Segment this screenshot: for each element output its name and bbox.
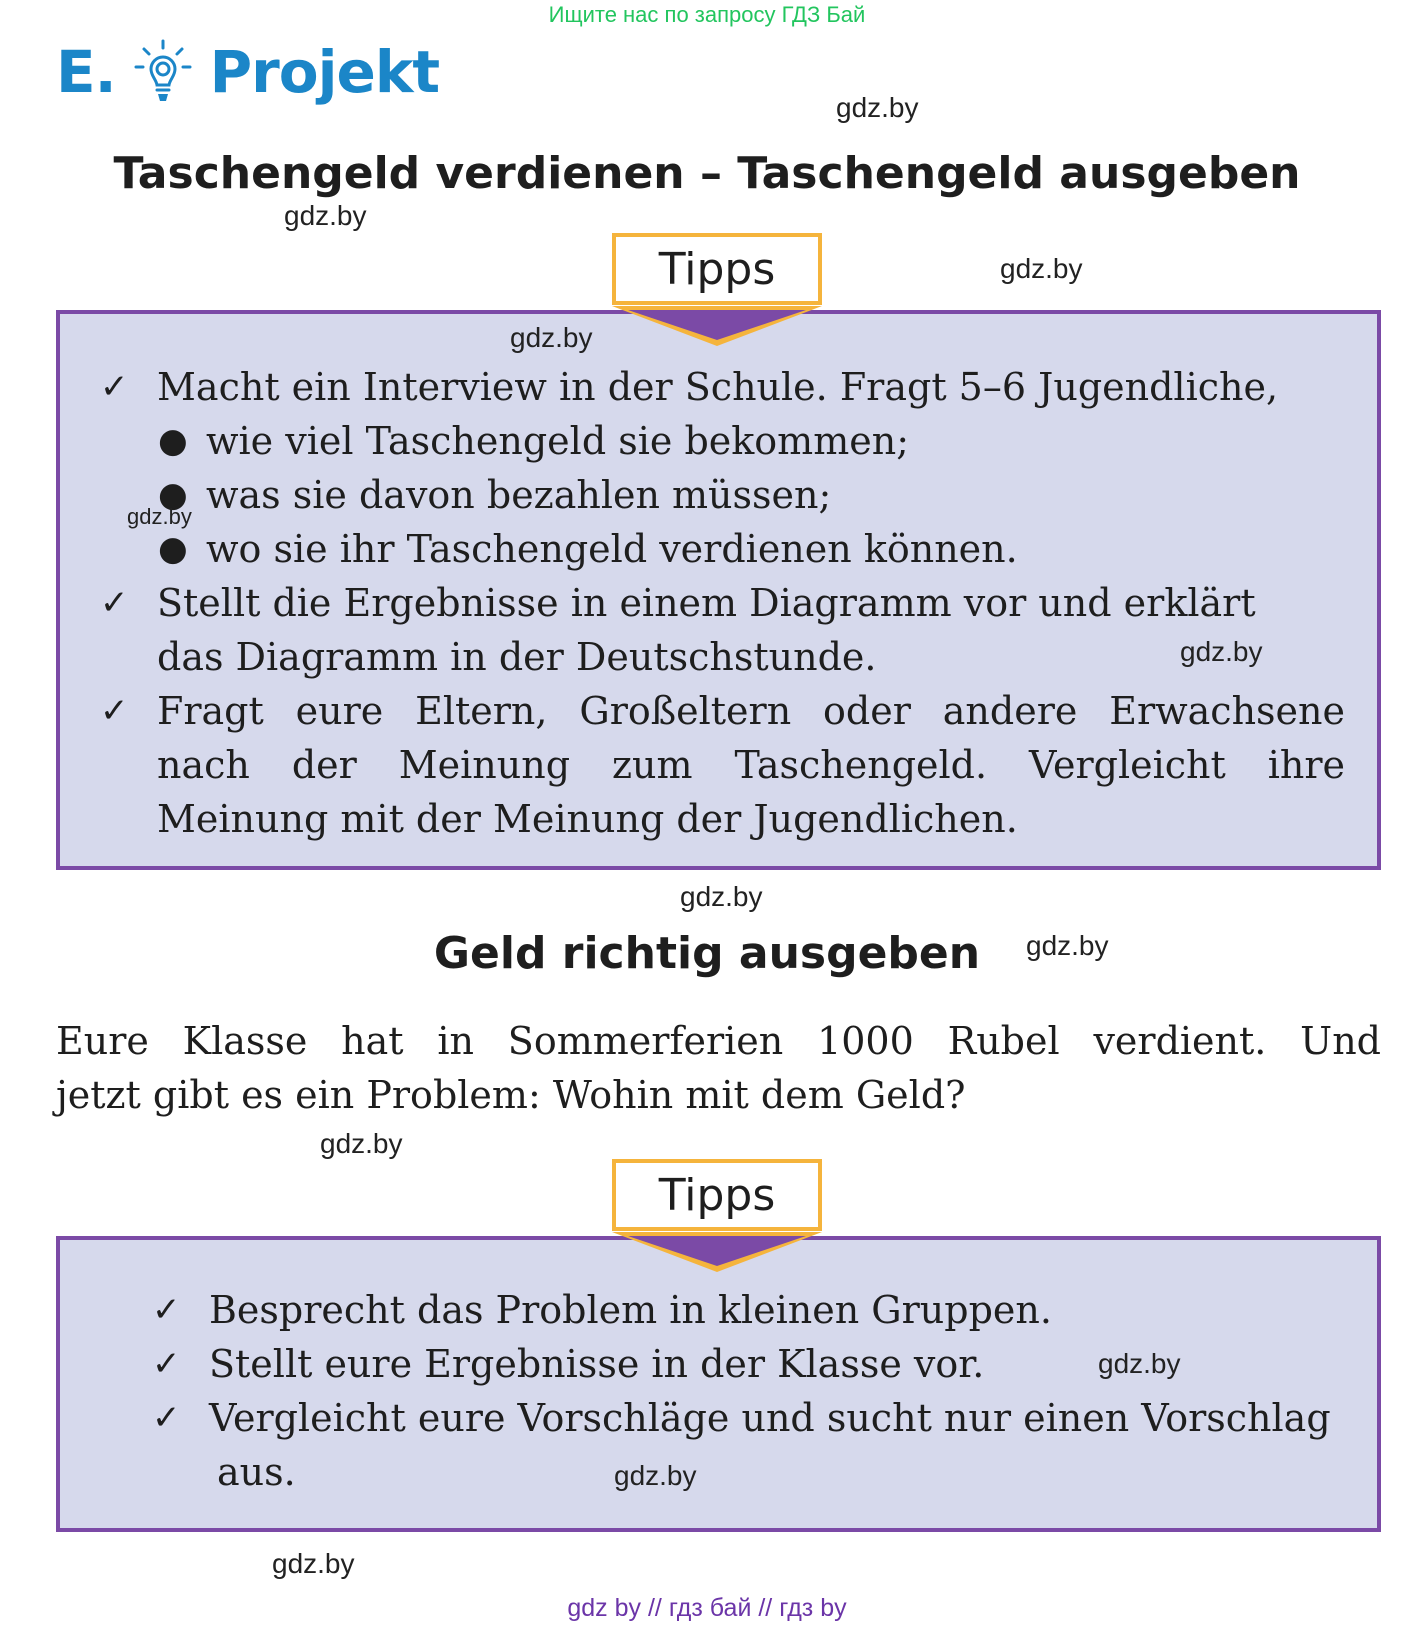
list-item-text: Macht ein Interview in der Schule. Fragt 5–6 Jugendliche, [157,365,1279,409]
checkmark-icon: ✓ [100,691,129,731]
watermark: gdz.by [284,200,367,231]
checkmark-icon: ✓ [100,583,129,623]
list-item-text: was sie davon bezahlen müssen; [206,473,832,517]
checkmark-icon: ✓ [152,1290,181,1330]
lightbulb-icon [134,39,192,105]
tips-tab: Tipps [612,1159,822,1231]
list-item-text: wo sie ihr Taschengeld verdienen können. [206,527,1018,571]
list-item-text: nach der Meinung zum Taschengeld. Vergleicht ihre [157,743,1345,787]
list-item [100,468,1345,522]
tips-arrow [612,304,822,348]
list-item-text: Fragt eure Eltern, Großeltern oder andere Erwachsene [157,689,1345,733]
watermark: gdz.by [680,881,763,912]
list-item-continuation [100,630,1345,684]
list-item-text: Vergleicht eure Vorschläge und sucht nur einen Vorschlag [209,1396,1331,1440]
bullet-icon: ● [158,475,188,515]
watermark: gdz.by [320,1128,403,1159]
watermark: gdz.by [1098,1348,1181,1379]
page-title: Taschengeld verdienen – Taschengeld ausgeben [113,148,1301,199]
section-letter: E. [56,38,116,106]
list-item-text: das Diagramm in der Deutschstunde. [157,635,877,679]
watermark: gdz.by [510,322,593,353]
list-item-text: Besprecht das Problem in kleinen Gruppen. [209,1288,1052,1332]
checkmark-icon: ✓ [100,367,129,407]
watermark: gdz.by [1180,636,1263,667]
tips-list-2 [152,1283,1347,1499]
list-item [152,1283,1347,1337]
list-item-text: wie viel Taschengeld sie bekommen; [206,419,909,463]
footer-note: gdz by // гдз бай // гдз by [567,1594,847,1622]
list-item-text: Stellt eure Ergebnisse in der Klasse vor. [209,1342,985,1386]
list-item-text: Stellt die Ergebnisse in einem Diagramm vor und erklärt [157,581,1256,625]
section-header [56,38,439,106]
paragraph-line: jetzt gibt es ein Problem: Wohin mit dem Geld? [56,1073,966,1117]
watermark: gdz.by [614,1460,697,1491]
intro-paragraph [56,1014,1381,1122]
tips-tab: Tipps [612,233,822,305]
section-title: Projekt [209,38,440,106]
list-item [100,522,1345,576]
section-subtitle: Geld richtig ausgeben [433,928,981,979]
watermark: gdz.by [836,92,919,123]
search-hint: Ищите нас по запросу ГДЗ Бай [548,2,866,27]
watermark: gdz.by [1000,253,1083,284]
watermark: gdz.by [1026,930,1109,961]
list-item [100,360,1345,414]
bullet-icon: ● [158,421,188,461]
list-item [100,576,1345,630]
list-item [100,684,1345,846]
checkmark-icon: ✓ [152,1344,181,1384]
list-item [152,1391,1347,1499]
checkmark-icon: ✓ [152,1398,181,1438]
list-item-text: Meinung mit der Meinung der Jugendlichen. [157,797,1018,841]
list-item [100,414,1345,468]
watermark: gdz.by [272,1548,355,1579]
paragraph-line: Eure Klasse hat in Sommerferien 1000 Rubel verdient. Und [56,1019,1381,1063]
tips-arrow [612,1230,822,1274]
tips-list-1 [100,360,1345,846]
watermark: gdz.by [127,504,192,529]
list-item-text: aus. [217,1450,296,1494]
bullet-icon: ● [158,529,188,569]
